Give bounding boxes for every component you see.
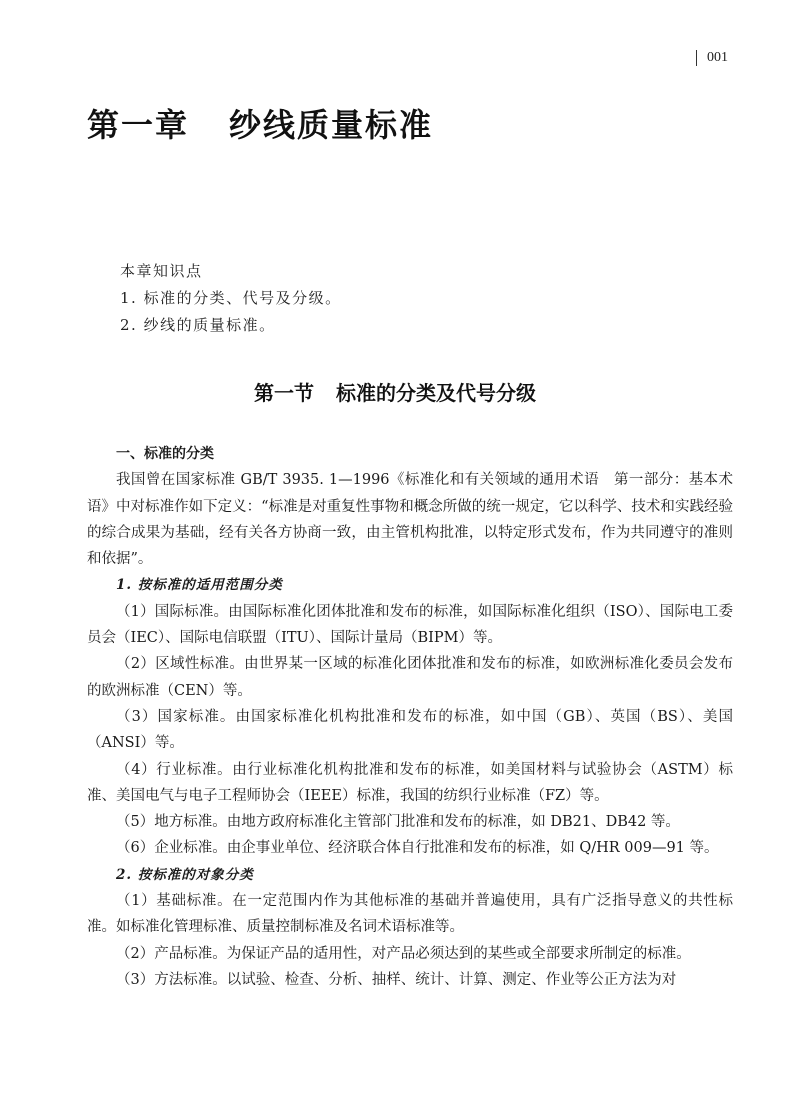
page-number: 001 xyxy=(696,50,728,66)
category-item: （6）企业标准。由企事业单位、经济联合体自行批准和发布的标准，如 Q/HR 009—91 等。 xyxy=(116,840,719,857)
category-item: （1）国际标准。由国际标准化团体批准和发布的标准，如国际标准化组织（ISO）、国际电工委员会（IEC）、国际电信联盟（ITU）、国际计量局（BIPM）等。 xyxy=(87,603,733,647)
category-heading: 2. 按标准的对象分类 xyxy=(116,866,254,883)
knowledge-point-item: 1. 标准的分类、代号及分级。 xyxy=(120,289,342,307)
knowledge-point-item: 2. 纱线的质量标准。 xyxy=(120,316,276,334)
category-item: （2）产品标准。为保证产品的适用性，对产品必须达到的某些或全部要求所制定的标准。 xyxy=(116,945,691,962)
intro-paragraph: 我国曾在国家标准 GB/T 3935. 1—1996《标准化和有关领域的通用术语 第一部分：基本术语》中对标准作如下定义：“标准是对重复性事物和概念所做的统一规定，它以科学、技术和实践经验的综合成果为基础，经有关各方协商一致，由主管机构批准，以特定形式发布，作为共同遵守的准则和依据”。 xyxy=(87,472,733,568)
category-item: （3）国家标准。由国家标准化机构批准和发布的标准，如中国（GB）、英国（BS）、美国（ANSI）等。 xyxy=(87,708,733,752)
chapter-title-prefix: 第一章 xyxy=(87,106,190,144)
knowledge-points xyxy=(120,258,342,339)
category-item: （1）基础标准。在一定范围内作为其他标准的基础并普遍使用，具有广泛指导意义的共性标准。如标准化管理标准、质量控制标准及名词术语标准等。 xyxy=(87,893,733,936)
category-item: （2）区域性标准。由世界某一区域的标准化团体批准和发布的标准，如欧洲标准化委员会发布的欧洲标准（CEN）等。 xyxy=(87,656,733,699)
knowledge-points-heading: 本章知识点 xyxy=(120,262,203,280)
body-text xyxy=(87,441,733,993)
category-item: （4）行业标准。由行业标准化机构批准和发布的标准，如美国材料与试验协会（ASTM）标准、美国电气与电子工程师协会（IEEE）标准，我国的纺织行业标准（FZ）等。 xyxy=(87,761,733,804)
chapter-title xyxy=(87,100,433,146)
category-item: （3）方法标准。以试验、检查、分析、抽样、统计、计算、测定、作业等公正方法为对 xyxy=(116,971,677,988)
subsection-heading: 一、标准的分类 xyxy=(116,446,214,462)
section-title xyxy=(0,377,790,406)
section-title-prefix: 第一节 xyxy=(254,381,314,405)
chapter-title-main: 纱线质量标准 xyxy=(229,106,434,144)
category-heading: 1. 按标准的适用范围分类 xyxy=(116,577,283,594)
section-title-main: 标准的分类及代号分级 xyxy=(336,381,536,405)
category-item: （5）地方标准。由地方政府标准化主管部门批准和发布的标准，如 DB21、DB42 等。 xyxy=(116,814,680,831)
